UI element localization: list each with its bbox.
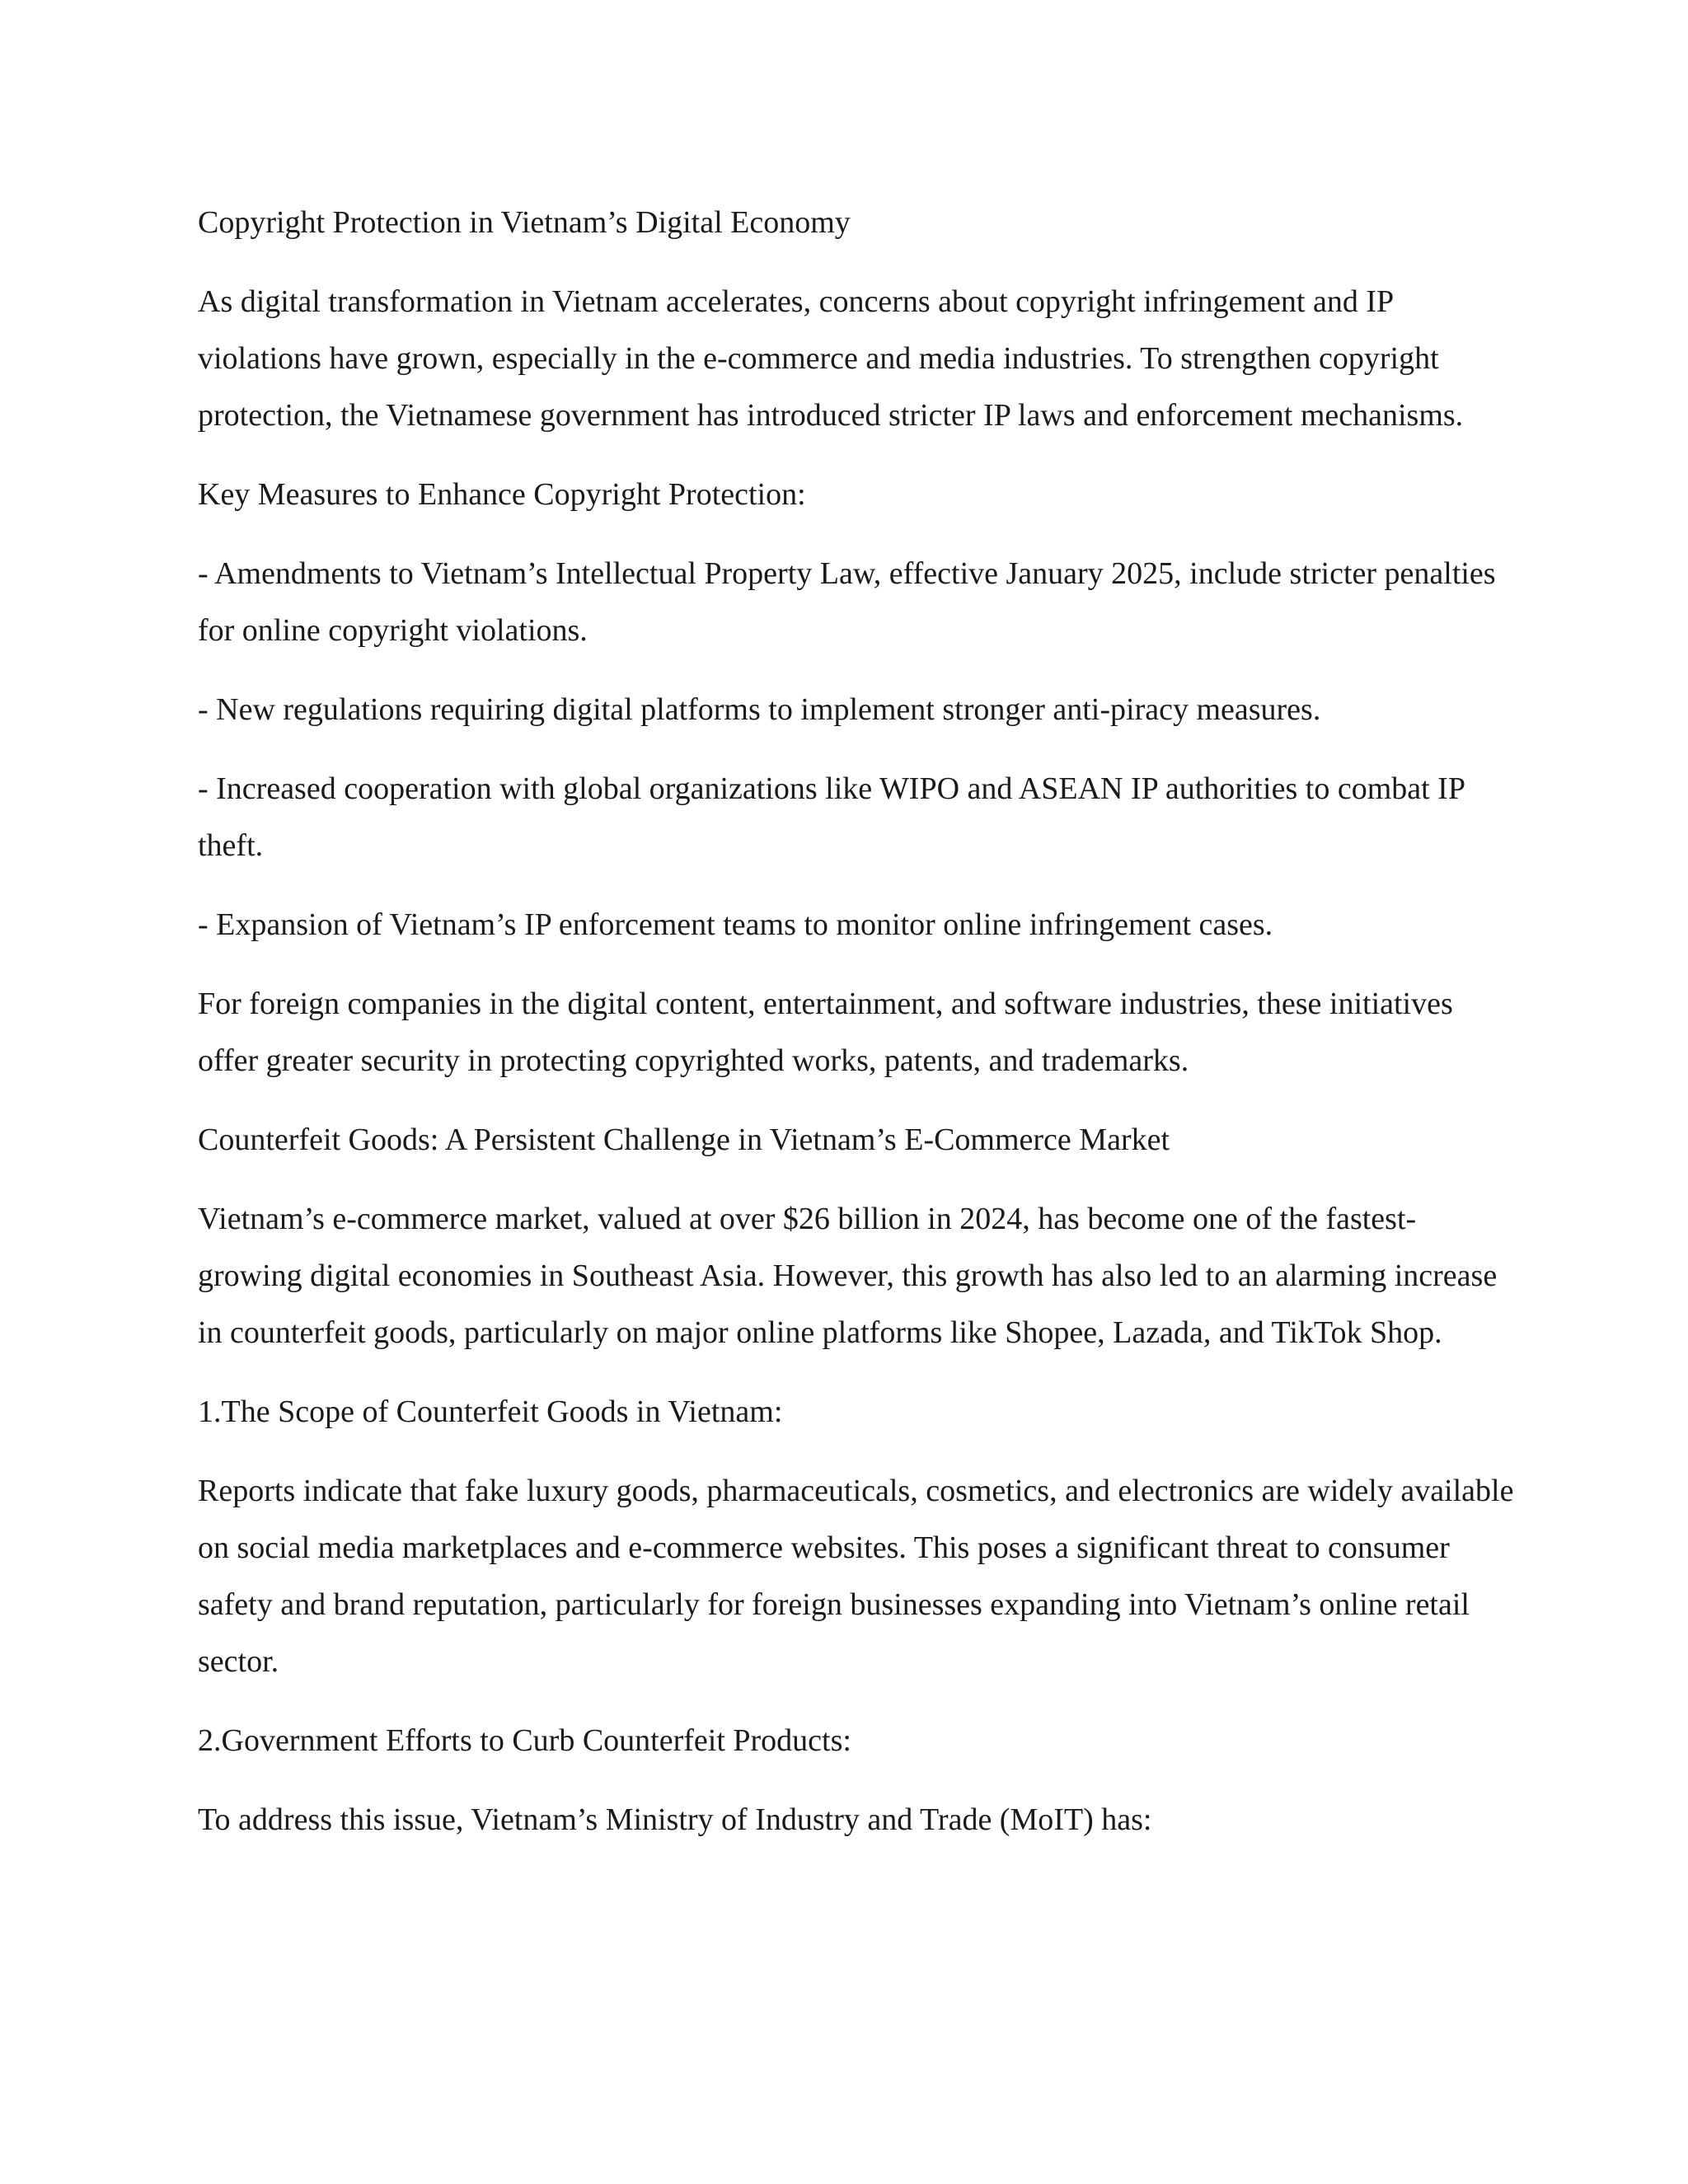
key-measures-heading: Key Measures to Enhance Copyright Protection:	[198, 477, 806, 512]
measure-item-cooperation: - Increased cooperation with global organizations like WIPO and ASEAN IP authorities to combat IP theft.	[198, 771, 1465, 863]
subheading-scope: 1.The Scope of Counterfeit Goods in Vietnam:	[198, 1394, 783, 1429]
intro-paragraph: As digital transformation in Vietnam accelerates, concerns about copyright infringement and IP violations have grown, especially in the e-commerce and media industries. To strengthen copyright protection, the Vietnamese government has introduced stricter IP laws and enforcement mechanisms.	[198, 284, 1464, 433]
subheading-government-efforts: 2.Government Efforts to Curb Counterfeit Products:	[198, 1723, 851, 1758]
section-heading-copyright: Copyright Protection in Vietnam’s Digital Economy	[198, 205, 851, 240]
document-page	[198, 194, 1517, 1849]
measure-item-regulations: - New regulations requiring digital platforms to implement stronger anti-piracy measures.	[198, 692, 1321, 727]
section-heading-counterfeit: Counterfeit Goods: A Persistent Challenge in Vietnam’s E-Commerce Market	[198, 1122, 1170, 1157]
measure-item-expansion: - Expansion of Vietnam’s IP enforcement teams to monitor online infringement cases.	[198, 907, 1273, 942]
ecommerce-market-paragraph: Vietnam’s e-commerce market, valued at over $26 billion in 2024, has become one of the fastest-growing digital economies in Southeast Asia. However, this growth has also led to an alarming increase in counterfeit goods, particularly on major online platforms like Shopee, Lazada, and TikTok Shop.	[198, 1202, 1498, 1350]
scope-paragraph: Reports indicate that fake luxury goods, pharmaceuticals, cosmetics, and electronics are widely available on social media marketplaces and e-commerce websites. This poses a significant threat to consumer safety and brand reputation, particularly for foreign businesses expanding into Vietnam’s online retail sector.	[198, 1474, 1514, 1679]
measure-item-amendments: - Amendments to Vietnam’s Intellectual Property Law, effective January 2025, include stricter penalties for online copyright violations.	[198, 556, 1496, 648]
foreign-companies-paragraph: For foreign companies in the digital content, entertainment, and software industries, these initiatives offer greater security in protecting copyrighted works, patents, and trademarks.	[198, 987, 1453, 1078]
moit-paragraph: To address this issue, Vietnam’s Ministry of Industry and Trade (MoIT) has:	[198, 1802, 1152, 1837]
